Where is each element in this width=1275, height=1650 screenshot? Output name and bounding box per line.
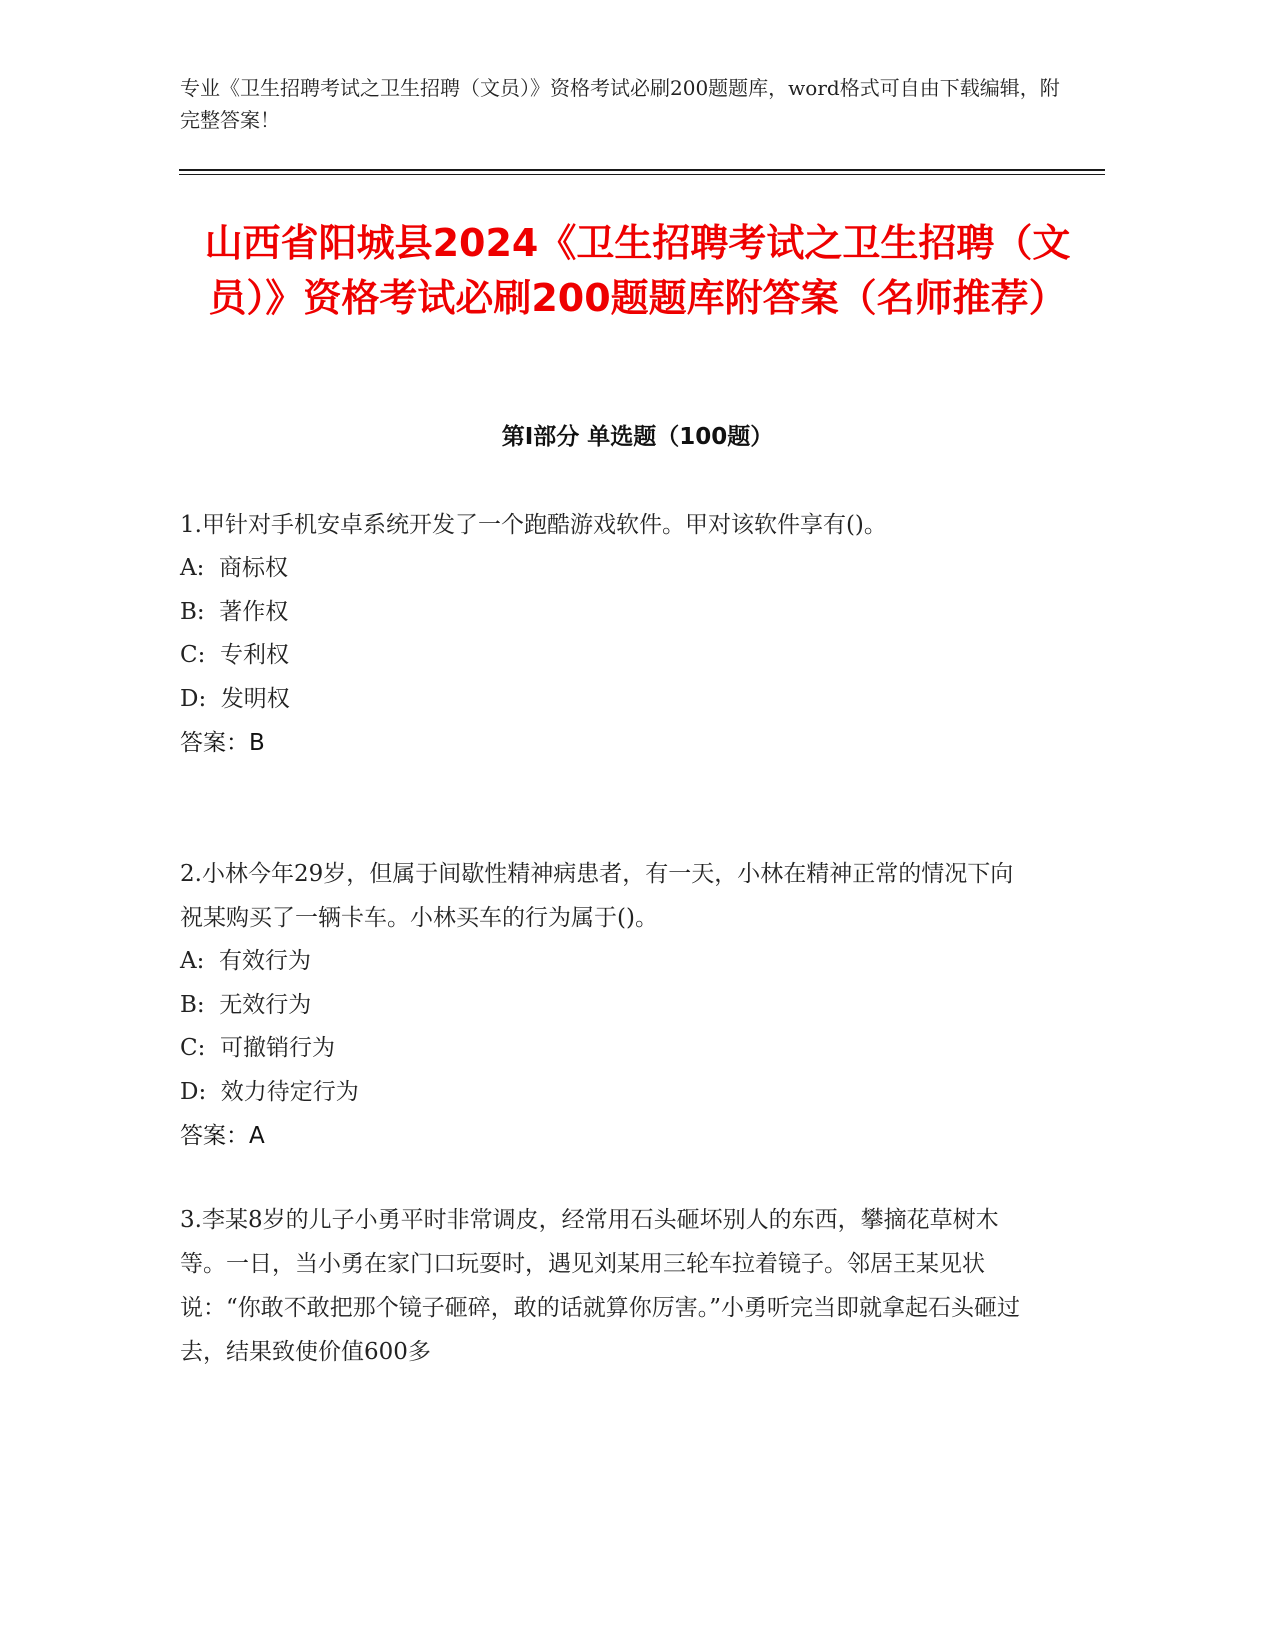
option-a: A: 商标权 (180, 555, 288, 581)
option-c: C: 可撤销行为 (180, 1035, 335, 1061)
section-heading: 第I部分 单选题（100题） (501, 424, 774, 450)
option-d: D: 发明权 (180, 685, 290, 712)
header-note: 专业《卫生招聘考试之卫生招聘（文员）》资格考试必刷200题题库，word格式可自由下载编辑，附完整答案！ (180, 76, 1060, 132)
question-1 (180, 503, 1030, 765)
option-a: A: 有效行为 (180, 948, 311, 974)
answer-line: 答案：B (180, 730, 265, 756)
question-stem: 2.小林今年29岁，但属于间歇性精神病患者，有一天，小林在精神正常的情况下向祝某购买了一辆卡车。小林买车的行为属于()。 (180, 861, 1014, 931)
question-stem: 1.甲针对手机安卓系统开发了一个跑酷游戏软件。甲对该软件享有()。 (180, 512, 887, 538)
option-c: C: 专利权 (180, 642, 289, 668)
option-b: B: 著作权 (180, 598, 289, 625)
option-b: B: 无效行为 (180, 991, 312, 1018)
question-3 (180, 1198, 1030, 1374)
option-d: D: 效力待定行为 (180, 1078, 359, 1105)
answer-line: 答案：A (180, 1123, 265, 1149)
question-2 (180, 852, 1030, 1158)
header-divider-thin (179, 174, 1105, 175)
question-stem: 3.李某8岁的儿子小勇平时非常调皮，经常用石头砸坏别人的东西，攀摘花草树木等。一日，当小勇在家门口玩耍时，遇见刘某用三轮车拉着镜子。邻居王某见状说：“你敢不敢把那个镜子砸碎，敢的话就算你厉害。”小勇听完当即就拿起石头砸过去，结果致使价值600多 (180, 1207, 1021, 1365)
document-title: 山西省阳城县2024《卫生招聘考试之卫生招聘（文员）》资格考试必刷200题题库附答案（名师推荐） (204, 221, 1071, 320)
header-divider-thick (179, 169, 1105, 171)
